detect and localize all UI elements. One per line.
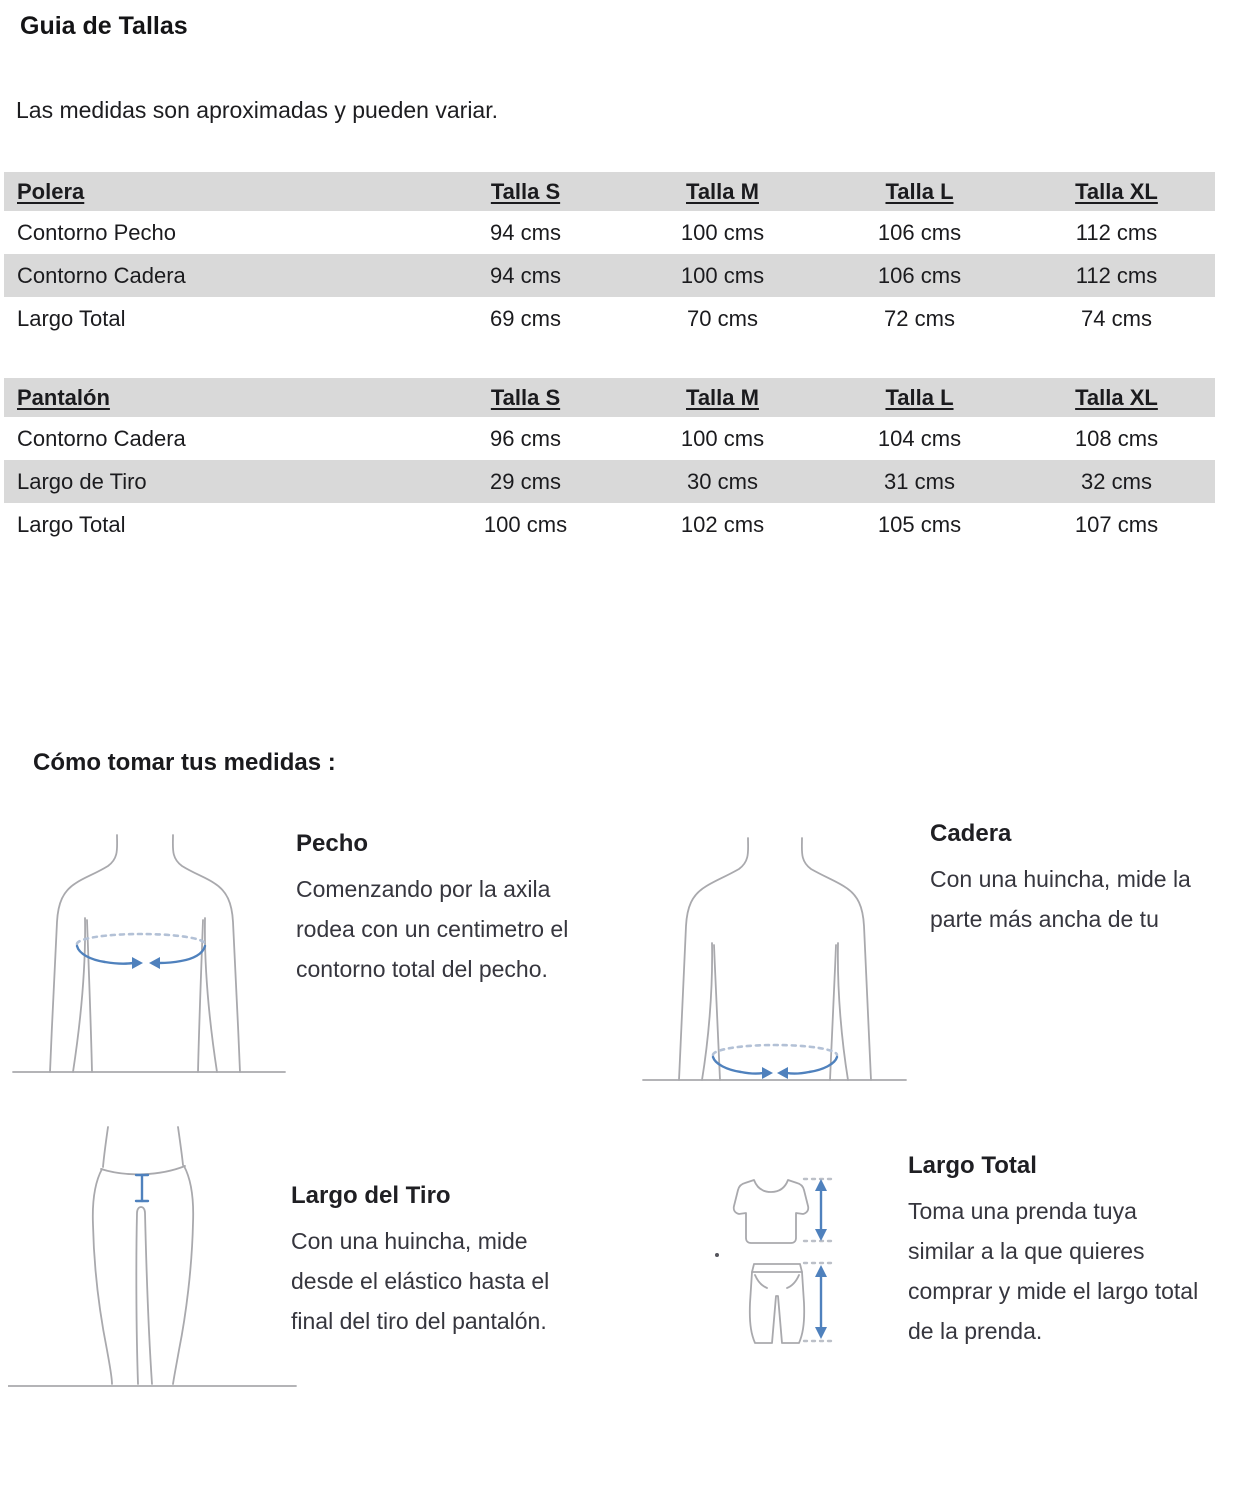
row-label: Largo Total [17, 305, 126, 331]
cadera-instruction [930, 820, 1191, 939]
pecho-instruction [296, 830, 568, 989]
row-label: Contorno Cadera [17, 425, 186, 451]
cell-value: 29 cms [490, 468, 561, 494]
cell-value: 31 cms [884, 468, 955, 494]
cadera-text: Con una huincha, mide la parte más ancha de tu [930, 866, 1191, 932]
table-row [4, 417, 1215, 460]
stray-mark-dot [715, 1253, 719, 1257]
tiro-title: Largo del Tiro [291, 1182, 451, 1209]
largo-total-text: Toma una prenda tuya similar a la que quieres comprar y mide el largo total de la prenda. [908, 1198, 1199, 1344]
table-row [4, 460, 1215, 503]
row-label: Largo de Tiro [17, 468, 147, 494]
cell-value: 32 cms [1081, 468, 1152, 494]
cell-value: 102 cms [680, 511, 765, 537]
cell-value: 100 cms [483, 511, 568, 537]
size-header-l: Talla L [885, 178, 954, 204]
row-label: Contorno Pecho [17, 219, 176, 245]
table-row [4, 211, 1215, 254]
tiro-legs-figure [8, 1125, 298, 1391]
tiro-text: Con una huincha, mide desde el elástico hasta el final del tiro del pantalón. [291, 1228, 550, 1334]
hip-measure-tape-icon [713, 1045, 837, 1079]
garment-length-figure [700, 1168, 850, 1353]
shirt-length-arrow-icon [815, 1179, 827, 1241]
cell-value: 94 cms [490, 219, 561, 245]
chest-measure-tape-icon [77, 934, 205, 969]
measure-section-heading: Cómo tomar tus medidas : [33, 749, 336, 776]
pecho-title: Pecho [296, 830, 369, 857]
size-header-m: Talla M [686, 178, 759, 204]
pecho-torso-figure [5, 826, 290, 1078]
cell-value: 72 cms [884, 305, 955, 331]
size-header-xl: Talla XL [1075, 178, 1158, 204]
size-header-s: Talla S [490, 178, 561, 204]
pants-length-arrow-icon [815, 1265, 827, 1339]
rise-measure-bar-icon [136, 1175, 148, 1201]
cell-value: 106 cms [877, 219, 962, 245]
product-name: Polera [17, 178, 85, 204]
cell-value: 94 cms [490, 262, 561, 288]
cell-value: 100 cms [680, 425, 765, 451]
cell-value: 105 cms [877, 511, 962, 537]
cell-value: 70 cms [687, 305, 758, 331]
size-header-l: Talla L [885, 384, 954, 410]
cell-value: 106 cms [877, 262, 962, 288]
table-row [4, 297, 1215, 340]
page-title: Guia de Tallas [20, 12, 188, 40]
largo-total-instruction [908, 1152, 1198, 1351]
cell-value: 112 cms [1075, 262, 1158, 288]
pecho-text: Comenzando por la axila rodea con un centimetro el contorno total del pecho. [296, 876, 569, 982]
arrow-left-icon [149, 957, 160, 969]
tiro-instruction [291, 1182, 549, 1341]
polera-header-row [4, 172, 1215, 211]
product-name: Pantalón [17, 384, 110, 410]
row-label: Contorno Cadera [17, 262, 186, 288]
pantalon-header-row [4, 378, 1215, 417]
row-label: Largo Total [17, 511, 126, 537]
largo-total-title: Largo Total [908, 1152, 1037, 1179]
cell-value: 100 cms [680, 219, 765, 245]
pantalon-size-table [4, 378, 1215, 546]
size-header-m: Talla M [686, 384, 759, 410]
cell-value: 74 cms [1081, 305, 1152, 331]
cell-value: 30 cms [687, 468, 758, 494]
cell-value: 112 cms [1075, 219, 1158, 245]
size-header-s: Talla S [490, 384, 561, 410]
arrow-right-icon [132, 957, 143, 969]
pants-icon [750, 1264, 804, 1343]
cell-value: 96 cms [490, 425, 561, 451]
arrow-left-icon [777, 1067, 788, 1079]
cell-value: 108 cms [1074, 425, 1159, 451]
cell-value: 69 cms [490, 305, 561, 331]
cell-value: 104 cms [877, 425, 962, 451]
arrow-right-icon [762, 1067, 773, 1079]
cell-value: 100 cms [680, 262, 765, 288]
cell-value: 107 cms [1074, 511, 1159, 537]
table-row [4, 503, 1215, 546]
polera-size-table [4, 172, 1215, 340]
intro-note: Las medidas son aproximadas y pueden variar. [16, 97, 499, 123]
tshirt-icon [734, 1180, 809, 1243]
size-header-xl: Talla XL [1075, 384, 1158, 410]
cadera-torso-figure [628, 833, 910, 1083]
cadera-title: Cadera [930, 820, 1012, 847]
table-row [4, 254, 1215, 297]
